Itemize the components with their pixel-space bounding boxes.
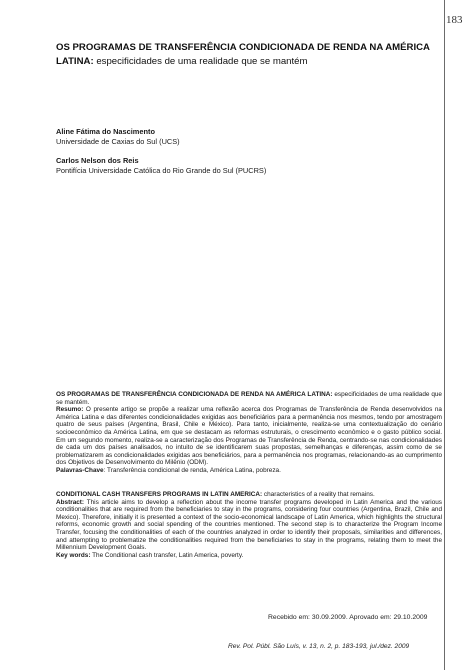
palavras-chave-label: Palavras-Chave (56, 466, 104, 474)
resumo-block (56, 391, 442, 475)
title-subtitle: especificidades de uma realidade que se mantém (93, 56, 308, 67)
author-name: Carlos Nelson dos Reis (56, 156, 139, 165)
keywords-label: Key words: (56, 551, 91, 559)
abstract-block (56, 491, 442, 559)
keywords: The Conditional cash transfer, Latin America, poverty. (90, 551, 244, 559)
received-approved-dates: Recebido em: 30.09.2009. Aprovado em: 29.10.2009 (268, 614, 428, 621)
resumo-label: Resumo: (56, 406, 84, 414)
abstract-text: This article aims to develop a reflection about the income transfer programs developed in Latin America and the various conditionalities that are required from the beneficiaries to stay in the programs, considering four countries (Argentina, Brazil, Chile and Mexico). Therefore, initially it is presented a context of the socio-economical landscape of Latin America, which highlights the structural reforms, economic growth and social spending of the countries mentioned. The second step is to characterize the Program Income Transfer, focusing the conditionalities of each of the countries analyzed in order to identify their proposals, similarities and differences, and attempting to problematize the conditionalities required from the beneficiaries to stay in the programs, relating them to meet the Millennium Development Goals. (56, 498, 442, 552)
title-line-2 (56, 55, 440, 69)
title-line-1: OS PROGRAMAS DE TRANSFERÊNCIA CONDICIONADA DE RENDA NA AMÉRICA (56, 42, 430, 53)
abstract-label: Abstract: (56, 498, 85, 506)
page-number: 183 (446, 14, 463, 26)
author-2 (56, 156, 440, 176)
author-name: Aline Fátima do Nascimento (56, 127, 155, 136)
author-affiliation: Pontifícia Universidade Católica do Rio Grande do Sul (PUCRS) (56, 166, 267, 175)
resumo-title: OS PROGRAMAS DE TRANSFERÊNCIA CONDICIONADA DE RENDA NA AMÉRICA LATINA: (56, 391, 333, 398)
resumo-subtitle: especificidades de uma realidade que se mantém. (56, 391, 442, 406)
journal-citation: Rev. Pol. Públ. São Luís, v. 13, n. 2, p. 183-193, jul./dez. 2009 (228, 643, 410, 650)
title-line-2-bold: LATINA: (56, 56, 94, 67)
author-1 (56, 127, 440, 147)
article-title (56, 41, 440, 69)
resumo-text: O presente artigo se propõe a realizar uma reflexão acerca dos Programas de Transferência de Renda desenvolvidos na América Latina e das diferentes condicionalidades exigidas aos beneficiários para a permanência nos mesmos, tendo por amostragem quatro de seus países (Argentina, Brasil, Chile e México). Para tanto, inicialmente, realiza-se uma contextualização do cenário socioeconômico da América Latina, em que se destacam as reformas estruturais, o crescimento econômico e o gasto público social. Em um segundo momento, realiza-se a caracterização dos Programas de Transferência de Renda, centrando-se nas condicionalidades de cada um dos países analisados, no intuito de se identificarem suas propostas, semelhanças e diferenças, assim como de se problematizarem as condicionalidades exigidas aos beneficiários, para a permanência nos programas, relacionando-as ao cumprimento dos Objetivos de Desenvolvimento do Milênio (ODM). (56, 406, 442, 467)
abstract-title: CONDITIONAL CASH TRANSFERS PROGRAMS IN LATIN AMERICA: (56, 491, 263, 498)
author-affiliation: Universidade de Caxias do Sul (UCS) (56, 137, 180, 146)
palavras-chave: : Transferência condicional de renda, América Latina, pobreza. (103, 466, 281, 474)
abstract-subtitle: characteristics of a reality that remains. (262, 491, 375, 498)
margin-rule (444, 0, 445, 670)
